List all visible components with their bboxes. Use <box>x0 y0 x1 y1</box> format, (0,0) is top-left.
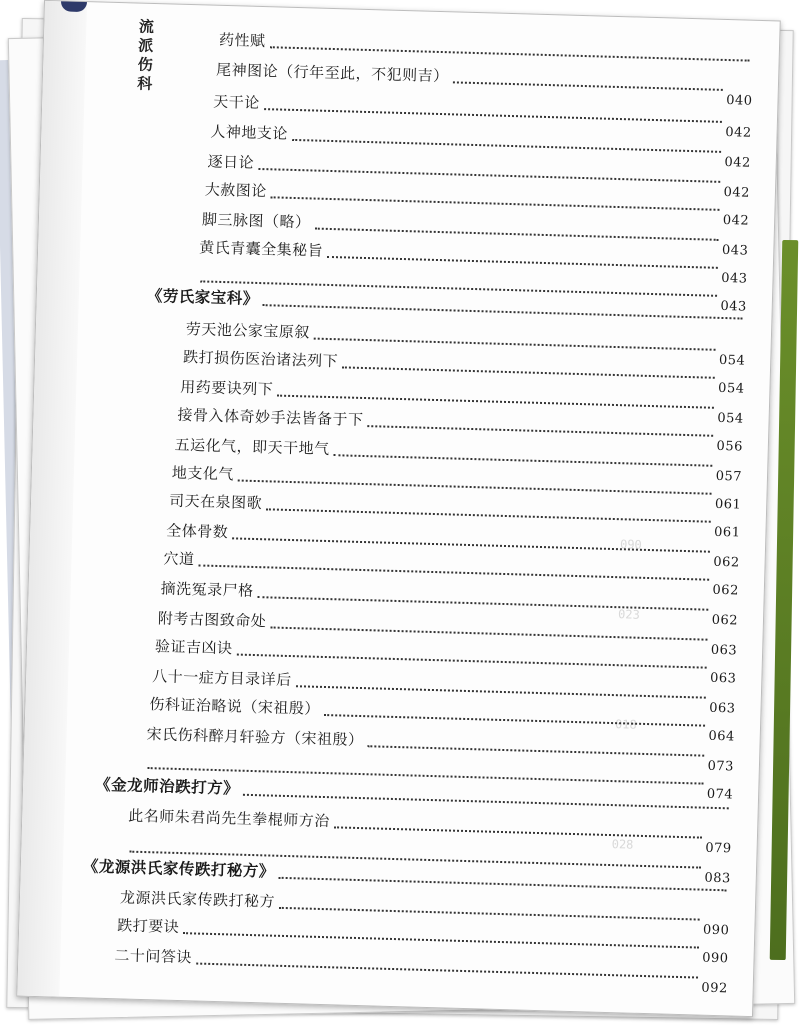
dot-leader <box>333 444 712 467</box>
toc-entry-title: 穴道 <box>163 547 197 569</box>
toc-page-number: 064 <box>708 728 735 745</box>
toc-entry-title: 此名师朱君尚先生拳棍师方治 <box>128 805 332 832</box>
dot-leader <box>452 71 722 91</box>
dot-leader <box>271 186 720 211</box>
dot-leader <box>236 644 706 669</box>
toc-entry-title: 用药要诀列下 <box>180 376 276 400</box>
dot-leader <box>292 129 721 153</box>
toc-page-number: 073 <box>707 758 735 775</box>
book-page <box>16 0 781 1017</box>
bleed-through-text: 028 <box>611 837 634 852</box>
toc-page-number: 061 <box>714 496 742 513</box>
dot-leader <box>279 867 727 892</box>
dot-leader <box>270 616 707 640</box>
toc-entry-title: 人神地支论 <box>210 121 290 144</box>
toc-entry-title: 宋氏伤科醉月轩验方（宋祖殷） <box>146 723 366 750</box>
toc-page-number: 062 <box>713 554 740 571</box>
toc-entry-title: 全体骨数 <box>166 520 231 543</box>
toc-entry-title: 伤科证治略说（宋祖殷） <box>149 693 322 719</box>
dot-leader <box>183 922 699 948</box>
dot-leader <box>266 498 711 522</box>
dot-leader <box>295 675 705 698</box>
toc-entry-title: 《龙源洪氏家传跌打秘方》 <box>83 854 278 881</box>
dot-leader <box>324 704 705 727</box>
toc-page-number: 062 <box>712 582 740 599</box>
dot-leader <box>238 470 712 495</box>
dot-leader <box>198 554 709 580</box>
dot-leader <box>263 294 743 319</box>
toc-page-number: 062 <box>711 612 739 629</box>
bleed-through-text: 090 <box>619 537 642 552</box>
toc-page-number: 042 <box>722 212 750 229</box>
toc-entry-title: 接骨入体奇妙手法皆备于下 <box>177 404 366 430</box>
toc-page-number: 042 <box>723 184 751 201</box>
toc-page-number: 083 <box>704 870 731 887</box>
toc-page-number: 043 <box>720 298 747 315</box>
toc-entry-title: 二十问答诀 <box>114 944 194 967</box>
dot-leader <box>279 897 700 921</box>
toc-page-number: 063 <box>710 642 738 659</box>
dot-leader <box>264 98 722 123</box>
bleed-through-text: 018 <box>614 717 637 732</box>
toc-entry-title: 五运化气，即天干地气 <box>174 434 332 459</box>
toc-entry-title: 八十一症方目录详后 <box>152 665 294 690</box>
toc-page-number: 042 <box>724 154 751 171</box>
toc-entry-title: 司天在泉图歌 <box>169 490 265 514</box>
toc-page-number: 056 <box>716 438 744 455</box>
toc-entry-title: 劳天池公家宝原叙 <box>186 318 313 343</box>
toc-entry-title: 尾神图论（行年至此，不犯则吉） <box>216 59 451 87</box>
dot-leader <box>334 816 702 838</box>
toc-entry-title: 摘洗冤录尸格 <box>160 577 256 601</box>
toc-entry-title: 大赦图论 <box>205 178 270 201</box>
dot-leader <box>232 527 710 552</box>
dot-leader <box>314 218 718 241</box>
toc-page-number: 063 <box>709 700 736 717</box>
dot-leader <box>269 36 750 61</box>
toc-entry-title: 龙源洪氏家传跌打秘方 <box>120 886 278 911</box>
toc-page-number: 043 <box>721 270 748 287</box>
toc-page-number: 090 <box>702 950 729 967</box>
dot-leader <box>257 586 708 611</box>
dot-leader <box>327 246 718 269</box>
dot-leader <box>367 735 704 756</box>
dot-leader <box>367 415 713 437</box>
toc-entry-title: 天干论 <box>213 91 262 113</box>
toc-page-number: 074 <box>706 786 734 803</box>
bleed-through-text: 023 <box>617 607 641 622</box>
toc-page-number: 054 <box>718 352 746 369</box>
toc-page-number: 040 <box>725 92 753 109</box>
toc-page-number: 054 <box>717 380 745 397</box>
toc-page-number: 057 <box>715 468 743 485</box>
toc-page-number: 063 <box>709 670 737 687</box>
toc-entry-title: 地支化气 <box>172 462 237 485</box>
toc-page-number: 061 <box>713 524 741 541</box>
dot-leader <box>196 953 698 979</box>
table-of-contents <box>17 1 779 1016</box>
dot-leader <box>314 328 716 351</box>
toc-entry-title: 逐日论 <box>207 151 256 173</box>
toc-page-number: 079 <box>705 840 732 857</box>
toc-page-number: 054 <box>717 410 744 427</box>
toc-entry-title: 《金龙师治跌打方》 <box>95 773 242 799</box>
dot-leader <box>342 356 715 378</box>
toc-page-number: 090 <box>702 922 730 939</box>
toc-page-number: 042 <box>725 124 752 141</box>
dot-leader <box>277 385 714 409</box>
toc-entry-title: 附考古图致命处 <box>158 607 269 631</box>
toc-entry-title: 跌打损伤医治诸法列下 <box>183 346 341 371</box>
toc-entry-title: 验证吉凶诀 <box>155 635 235 658</box>
toc-entry-title: 脚三脉图（略） <box>202 208 313 232</box>
toc-entry-title: 药性赋 <box>219 29 268 51</box>
toc-entry-title: 跌打要诀 <box>117 914 182 937</box>
dot-leader <box>243 784 729 810</box>
toc-entry-title: 《劳氏家宝科》 <box>147 284 262 309</box>
toc-entry-title: 黄氏青囊全集秘旨 <box>199 236 326 261</box>
toc-page-number: 092 <box>701 980 728 997</box>
dot-leader <box>258 158 720 183</box>
running-header-title: 流派伤科 <box>136 17 155 93</box>
toc-page-number: 043 <box>721 242 749 259</box>
